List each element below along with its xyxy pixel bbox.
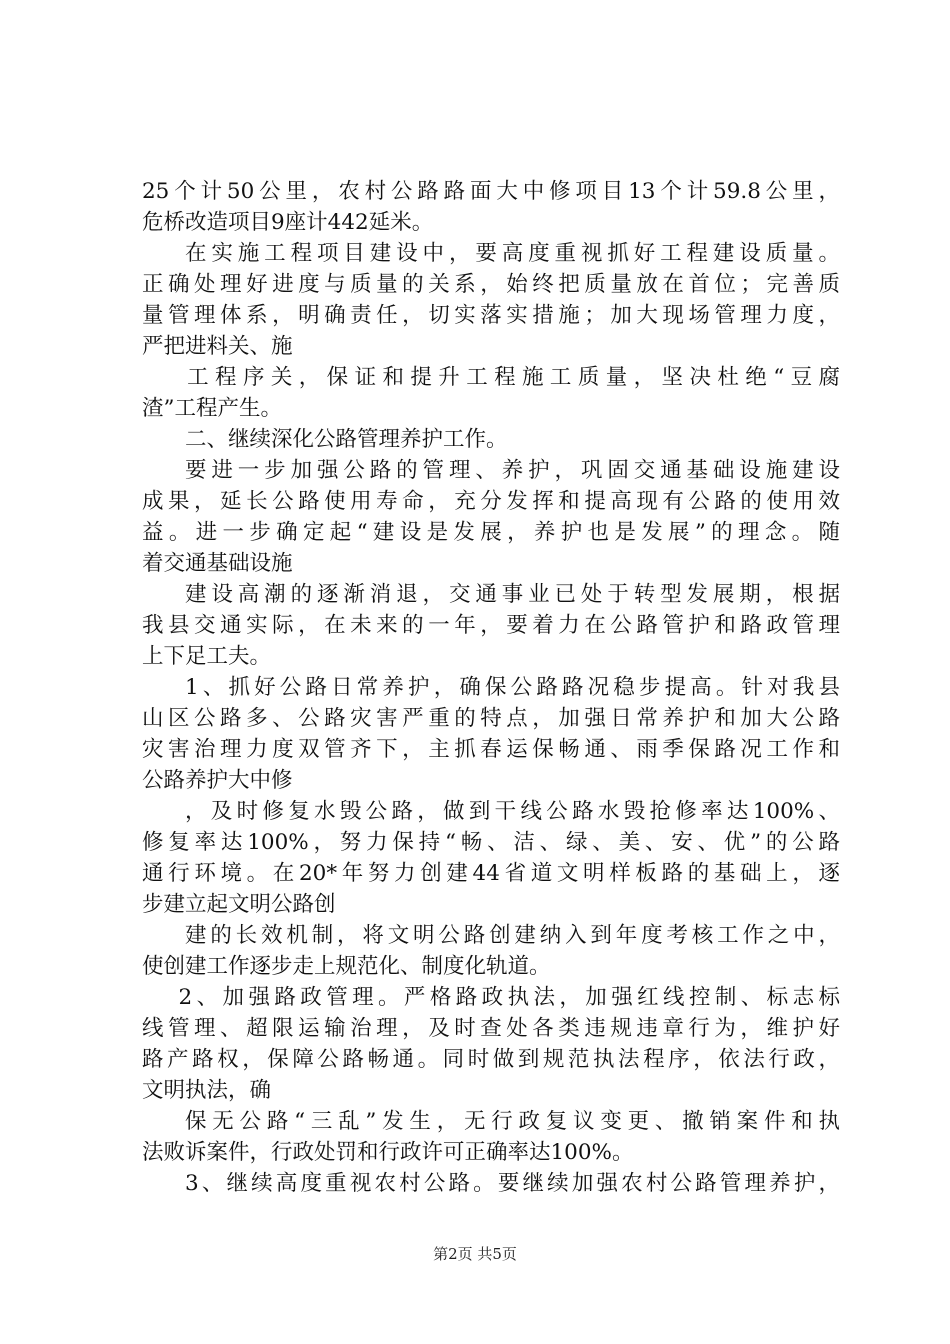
text-line: 严把进料关、施 xyxy=(142,334,293,359)
text-line: 保无公路“三乱”发生，无行政复议变更、撤销案件和执 xyxy=(185,1109,840,1134)
text-line: 路产路权，保障公路畅通。同时做到规范执法程序，依法行政， xyxy=(142,1047,840,1072)
text-line: 建的长效机制，将文明公路创建纳入到年度考核工作之中， xyxy=(185,923,840,948)
text-line: 量管理体系，明确责任，切实落实措施；加大现场管理力度， xyxy=(142,303,840,328)
page-footer: 第2页 共5页 xyxy=(433,1245,517,1263)
text-line: 正确处理好进度与质量的关系，始终把质量放在首位；完善质 xyxy=(142,272,840,297)
text-line: 危桥改造项目9座计442延米。 xyxy=(142,210,434,235)
text-line: 成果，延长公路使用寿命，充分发挥和提高现有公路的使用效 xyxy=(142,489,840,514)
text-line: 使创建工作逐步走上规范化、制度化轨道。 xyxy=(142,954,551,979)
text-line: 法败诉案件，行政处罚和行政许可正确率达100%。 xyxy=(142,1140,634,1165)
text-line: 二、继续深化公路管理养护工作。 xyxy=(185,427,508,452)
text-line: 工程序关，保证和提升工程施工质量，坚决杜绝“豆腐 xyxy=(187,365,840,390)
text-line: 渣”工程产生。 xyxy=(142,396,282,421)
text-line: 3、继续高度重视农村公路。要继续加强农村公路管理养护， xyxy=(185,1171,840,1196)
text-line: 1、抓好公路日常养护，确保公路路况稳步提高。针对我县 xyxy=(185,675,840,700)
text-line: 我县交通实际，在未来的一年，要着力在公路管护和路政管理 xyxy=(142,613,840,638)
document-body xyxy=(142,176,840,1199)
text-line: 公路养护大中修 xyxy=(142,768,293,793)
text-line: 着交通基础设施 xyxy=(142,551,293,576)
text-line: 益。进一步确定起“建设是发展，养护也是发展”的理念。随 xyxy=(142,520,840,545)
text-line: 上下足工夫。 xyxy=(142,644,272,669)
text-line: 通行环境。在20*年努力创建44省道文明样板路的基础上，逐 xyxy=(142,861,840,886)
text-line: 在实施工程项目建设中，要高度重视抓好工程建设质量。 xyxy=(185,241,840,266)
text-line: 修复率达100%，努力保持“畅、洁、绿、美、安、优”的公路 xyxy=(142,830,840,855)
text-line: 山区公路多、公路灾害严重的特点，加强日常养护和加大公路 xyxy=(142,706,840,731)
text-line: 建设高潮的逐渐消退，交通事业已处于转型发展期，根据 xyxy=(185,582,840,607)
text-line: 步建立起文明公路创 xyxy=(142,892,336,917)
text-line: 要进一步加强公路的管理、养护，巩固交通基础设施建设 xyxy=(185,458,840,483)
text-line: 2、加强路政管理。严格路政执法，加强红线控制、标志标 xyxy=(178,985,840,1010)
text-line: 线管理、超限运输治理，及时查处各类违规违章行为，维护好 xyxy=(142,1016,840,1041)
text-line: ，及时修复水毁公路，做到干线公路水毁抢修率达100%、 xyxy=(185,799,840,824)
text-line: 25个计50公里，农村公路路面大中修项目13个计59.8公里， xyxy=(142,179,840,204)
text-line: 文明执法，确 xyxy=(142,1078,272,1103)
text-line: 灾害治理力度双管齐下，主抓春运保畅通、雨季保路况工作和 xyxy=(142,737,840,762)
